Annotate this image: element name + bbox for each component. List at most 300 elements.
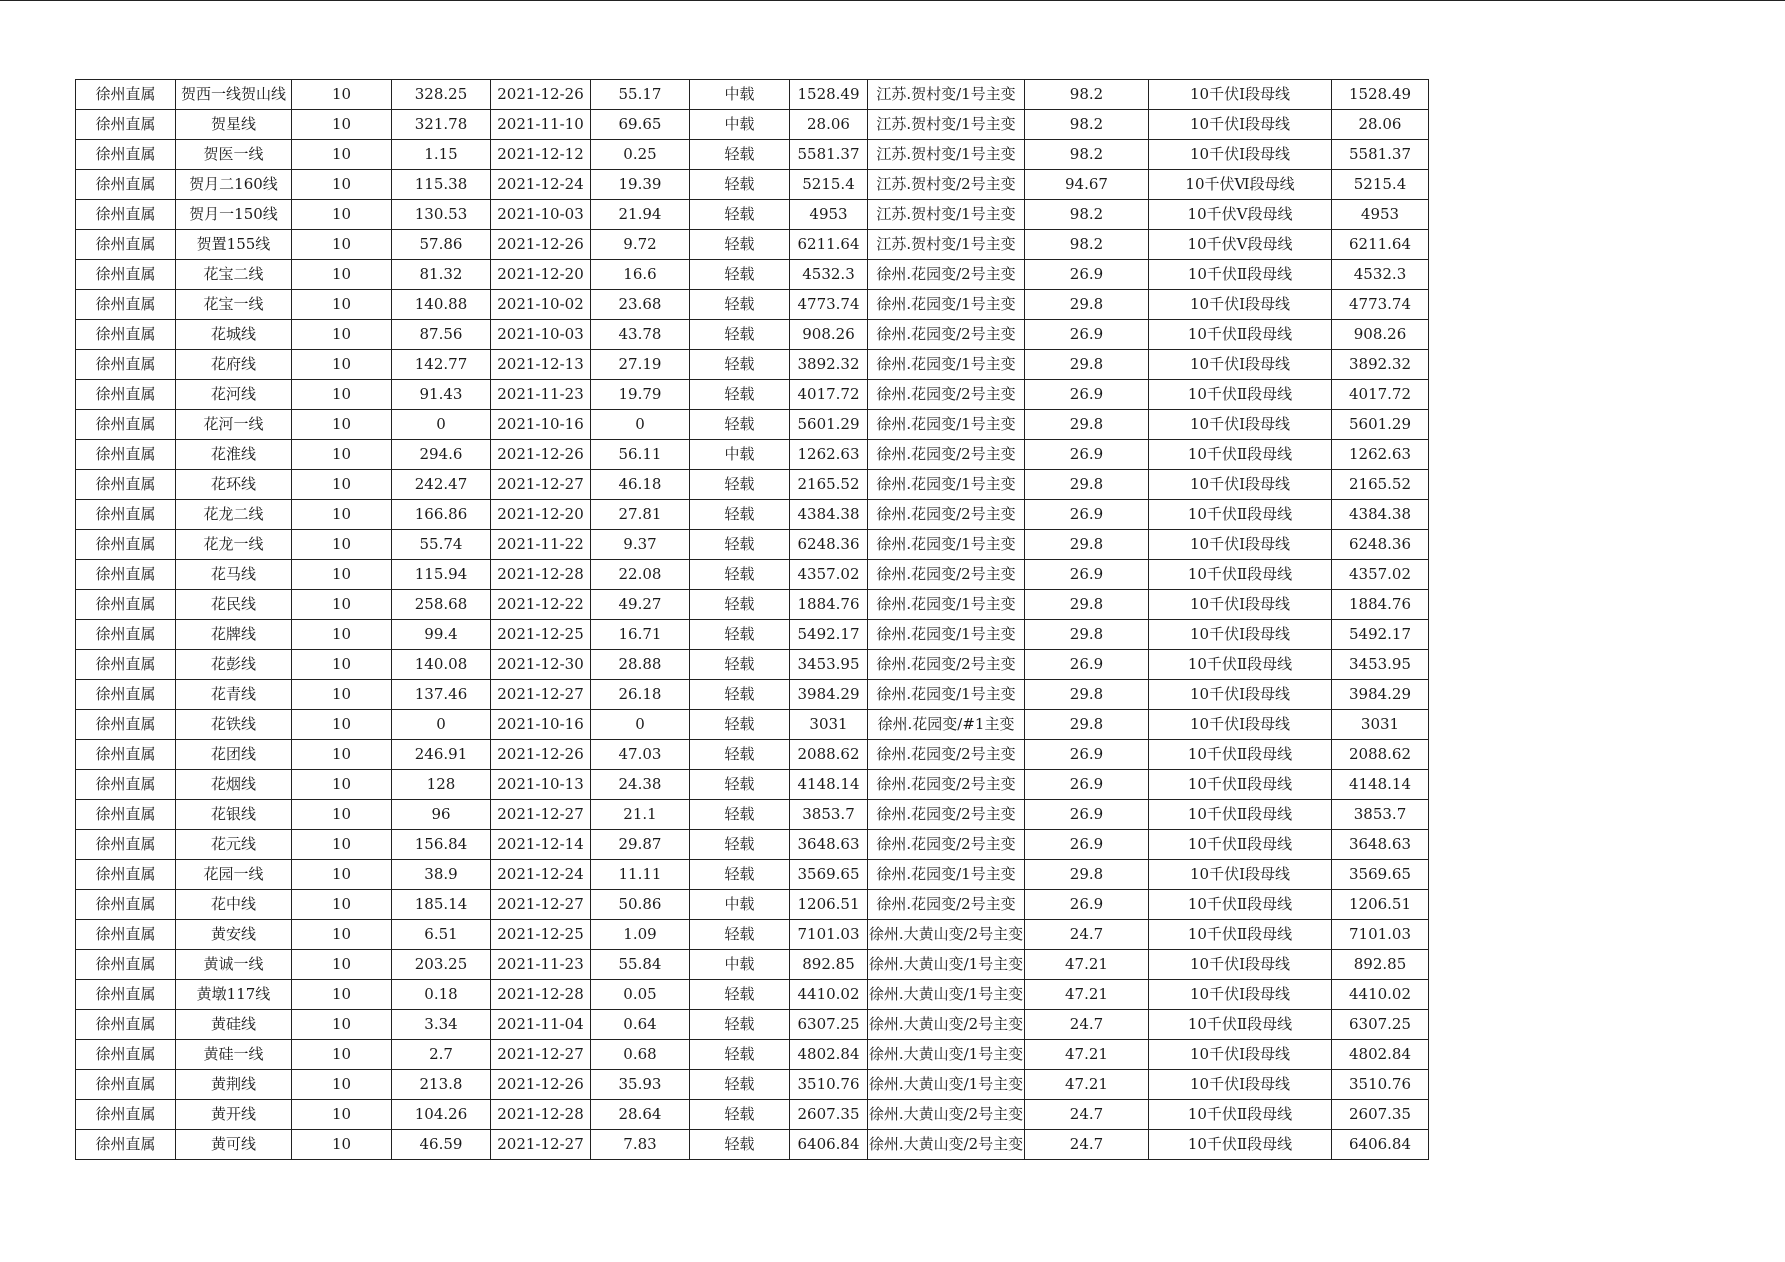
cell-transformer-load: 29.8 — [1025, 410, 1149, 440]
cell-spare-capacity-2: 1206.51 — [1332, 890, 1429, 920]
cell-unit: 徐州直属 — [76, 890, 176, 920]
cell-load-rate: 0.68 — [591, 1040, 690, 1070]
cell-bus-section: 10千伏Ⅱ段母线 — [1149, 770, 1332, 800]
cell-voltage: 10 — [292, 80, 392, 110]
cell-unit: 徐州直属 — [76, 710, 176, 740]
cell-load-rate: 22.08 — [591, 560, 690, 590]
cell-voltage: 10 — [292, 140, 392, 170]
cell-line-name: 花府线 — [176, 350, 292, 380]
table-row — [76, 500, 1429, 530]
cell-spare-capacity: 6307.25 — [790, 1010, 868, 1040]
cell-line-name: 花铁线 — [176, 710, 292, 740]
cell-bus-section: 10千伏Ⅱ段母线 — [1149, 1010, 1332, 1040]
cell-substation-transformer: 徐州.花园变/2号主变 — [868, 800, 1025, 830]
cell-current: 140.88 — [392, 290, 491, 320]
cell-spare-capacity: 908.26 — [790, 320, 868, 350]
cell-spare-capacity: 7101.03 — [790, 920, 868, 950]
cell-bus-section: 10千伏Ⅰ段母线 — [1149, 680, 1332, 710]
cell-unit: 徐州直属 — [76, 80, 176, 110]
cell-spare-capacity-2: 2088.62 — [1332, 740, 1429, 770]
cell-date: 2021-12-26 — [491, 1070, 591, 1100]
cell-unit: 徐州直属 — [76, 440, 176, 470]
cell-load-status: 中载 — [690, 890, 790, 920]
cell-voltage: 10 — [292, 200, 392, 230]
cell-line-name: 花团线 — [176, 740, 292, 770]
cell-load-status: 轻载 — [690, 410, 790, 440]
cell-date: 2021-12-27 — [491, 1130, 591, 1160]
cell-unit: 徐州直属 — [76, 110, 176, 140]
cell-load-rate: 24.38 — [591, 770, 690, 800]
cell-unit: 徐州直属 — [76, 1100, 176, 1130]
cell-unit: 徐州直属 — [76, 470, 176, 500]
cell-unit: 徐州直属 — [76, 350, 176, 380]
cell-line-name: 贺医一线 — [176, 140, 292, 170]
cell-voltage: 10 — [292, 620, 392, 650]
cell-voltage: 10 — [292, 650, 392, 680]
cell-unit: 徐州直属 — [76, 920, 176, 950]
cell-bus-section: 10千伏Ⅱ段母线 — [1149, 320, 1332, 350]
cell-date: 2021-12-24 — [491, 860, 591, 890]
cell-transformer-load: 98.2 — [1025, 80, 1149, 110]
cell-substation-transformer: 江苏.贺村变/1号主变 — [868, 110, 1025, 140]
cell-substation-transformer: 江苏.贺村变/1号主变 — [868, 230, 1025, 260]
cell-bus-section: 10千伏Ⅰ段母线 — [1149, 350, 1332, 380]
cell-date: 2021-12-22 — [491, 590, 591, 620]
cell-spare-capacity: 3453.95 — [790, 650, 868, 680]
cell-date: 2021-11-22 — [491, 530, 591, 560]
cell-date: 2021-11-04 — [491, 1010, 591, 1040]
cell-date: 2021-12-27 — [491, 800, 591, 830]
cell-spare-capacity: 2607.35 — [790, 1100, 868, 1130]
cell-substation-transformer: 徐州.大黄山变/1号主变 — [868, 1070, 1025, 1100]
cell-current: 115.94 — [392, 560, 491, 590]
cell-bus-section: 10千伏Ⅰ段母线 — [1149, 980, 1332, 1010]
cell-current: 2.7 — [392, 1040, 491, 1070]
cell-substation-transformer: 徐州.花园变/2号主变 — [868, 260, 1025, 290]
cell-spare-capacity-2: 3853.7 — [1332, 800, 1429, 830]
cell-transformer-load: 26.9 — [1025, 770, 1149, 800]
cell-load-status: 轻载 — [690, 740, 790, 770]
cell-bus-section: 10千伏Ⅰ段母线 — [1149, 860, 1332, 890]
cell-unit: 徐州直属 — [76, 230, 176, 260]
table-row — [76, 200, 1429, 230]
cell-bus-section: 10千伏Ⅰ段母线 — [1149, 710, 1332, 740]
cell-load-rate: 28.64 — [591, 1100, 690, 1130]
table-row — [76, 800, 1429, 830]
cell-spare-capacity-2: 4148.14 — [1332, 770, 1429, 800]
cell-current: 104.26 — [392, 1100, 491, 1130]
cell-load-status: 轻载 — [690, 470, 790, 500]
cell-substation-transformer: 徐州.花园变/2号主变 — [868, 560, 1025, 590]
cell-voltage: 10 — [292, 320, 392, 350]
table-row — [76, 710, 1429, 740]
cell-unit: 徐州直属 — [76, 140, 176, 170]
cell-current: 166.86 — [392, 500, 491, 530]
cell-date: 2021-10-16 — [491, 710, 591, 740]
cell-current: 99.4 — [392, 620, 491, 650]
table-row — [76, 980, 1429, 1010]
cell-transformer-load: 24.7 — [1025, 1010, 1149, 1040]
cell-line-name: 黄可线 — [176, 1130, 292, 1160]
cell-voltage: 10 — [292, 590, 392, 620]
cell-load-status: 轻载 — [690, 380, 790, 410]
table-row — [76, 410, 1429, 440]
cell-unit: 徐州直属 — [76, 1040, 176, 1070]
cell-spare-capacity: 6248.36 — [790, 530, 868, 560]
cell-spare-capacity-2: 3892.32 — [1332, 350, 1429, 380]
cell-substation-transformer: 徐州.花园变/1号主变 — [868, 290, 1025, 320]
cell-line-name: 贺星线 — [176, 110, 292, 140]
cell-date: 2021-12-14 — [491, 830, 591, 860]
cell-spare-capacity: 4953 — [790, 200, 868, 230]
cell-load-rate: 19.39 — [591, 170, 690, 200]
cell-date: 2021-12-27 — [491, 470, 591, 500]
cell-spare-capacity: 5215.4 — [790, 170, 868, 200]
cell-spare-capacity-2: 3648.63 — [1332, 830, 1429, 860]
cell-line-name: 黄开线 — [176, 1100, 292, 1130]
cell-bus-section: 10千伏Ⅰ段母线 — [1149, 410, 1332, 440]
table-row — [76, 770, 1429, 800]
cell-voltage: 10 — [292, 410, 392, 440]
cell-bus-section: 10千伏Ⅱ段母线 — [1149, 920, 1332, 950]
cell-unit: 徐州直属 — [76, 290, 176, 320]
cell-spare-capacity-2: 4384.38 — [1332, 500, 1429, 530]
cell-current: 96 — [392, 800, 491, 830]
cell-unit: 徐州直属 — [76, 860, 176, 890]
cell-load-status: 轻载 — [690, 1010, 790, 1040]
cell-voltage: 10 — [292, 800, 392, 830]
cell-spare-capacity-2: 7101.03 — [1332, 920, 1429, 950]
cell-spare-capacity: 2165.52 — [790, 470, 868, 500]
cell-current: 203.25 — [392, 950, 491, 980]
cell-load-status: 轻载 — [690, 710, 790, 740]
cell-transformer-load: 26.9 — [1025, 830, 1149, 860]
cell-voltage: 10 — [292, 770, 392, 800]
cell-date: 2021-11-23 — [491, 950, 591, 980]
cell-load-status: 轻载 — [690, 1040, 790, 1070]
cell-spare-capacity-2: 1884.76 — [1332, 590, 1429, 620]
cell-substation-transformer: 徐州.花园变/1号主变 — [868, 410, 1025, 440]
cell-line-name: 花淮线 — [176, 440, 292, 470]
cell-current: 115.38 — [392, 170, 491, 200]
cell-current: 213.8 — [392, 1070, 491, 1100]
cell-current: 6.51 — [392, 920, 491, 950]
cell-line-name: 花龙二线 — [176, 500, 292, 530]
cell-bus-section: 10千伏Ⅱ段母线 — [1149, 260, 1332, 290]
cell-current: 156.84 — [392, 830, 491, 860]
feeder-load-table — [75, 79, 1429, 1160]
cell-substation-transformer: 江苏.贺村变/1号主变 — [868, 200, 1025, 230]
cell-load-status: 轻载 — [690, 800, 790, 830]
cell-spare-capacity: 3853.7 — [790, 800, 868, 830]
cell-transformer-load: 98.2 — [1025, 230, 1149, 260]
cell-load-status: 轻载 — [690, 500, 790, 530]
cell-bus-section: 10千伏Ⅰ段母线 — [1149, 530, 1332, 560]
table-row — [76, 80, 1429, 110]
cell-spare-capacity: 6406.84 — [790, 1130, 868, 1160]
cell-spare-capacity: 28.06 — [790, 110, 868, 140]
cell-spare-capacity: 3510.76 — [790, 1070, 868, 1100]
cell-spare-capacity-2: 1528.49 — [1332, 80, 1429, 110]
cell-load-status: 轻载 — [690, 650, 790, 680]
cell-unit: 徐州直属 — [76, 830, 176, 860]
cell-transformer-load: 29.8 — [1025, 290, 1149, 320]
cell-spare-capacity-2: 3569.65 — [1332, 860, 1429, 890]
cell-spare-capacity-2: 2165.52 — [1332, 470, 1429, 500]
cell-transformer-load: 24.7 — [1025, 1100, 1149, 1130]
cell-transformer-load: 29.8 — [1025, 620, 1149, 650]
cell-current: 294.6 — [392, 440, 491, 470]
cell-unit: 徐州直属 — [76, 1070, 176, 1100]
cell-load-rate: 0 — [591, 410, 690, 440]
table-row — [76, 1070, 1429, 1100]
cell-current: 38.9 — [392, 860, 491, 890]
cell-date: 2021-12-27 — [491, 680, 591, 710]
cell-load-rate: 46.18 — [591, 470, 690, 500]
cell-unit: 徐州直属 — [76, 950, 176, 980]
cell-substation-transformer: 徐州.大黄山变/2号主变 — [868, 920, 1025, 950]
cell-spare-capacity-2: 4953 — [1332, 200, 1429, 230]
cell-line-name: 花元线 — [176, 830, 292, 860]
cell-unit: 徐州直属 — [76, 650, 176, 680]
cell-date: 2021-12-25 — [491, 620, 591, 650]
cell-date: 2021-12-30 — [491, 650, 591, 680]
cell-date: 2021-10-03 — [491, 320, 591, 350]
cell-spare-capacity-2: 5601.29 — [1332, 410, 1429, 440]
cell-date: 2021-10-16 — [491, 410, 591, 440]
cell-bus-section: 10千伏Ⅴ段母线 — [1149, 230, 1332, 260]
cell-voltage: 10 — [292, 260, 392, 290]
cell-unit: 徐州直属 — [76, 260, 176, 290]
cell-transformer-load: 26.9 — [1025, 260, 1149, 290]
cell-substation-transformer: 徐州.花园变/1号主变 — [868, 860, 1025, 890]
cell-load-rate: 56.11 — [591, 440, 690, 470]
cell-date: 2021-12-27 — [491, 890, 591, 920]
table-row — [76, 230, 1429, 260]
cell-substation-transformer: 徐州.花园变/2号主变 — [868, 740, 1025, 770]
cell-transformer-load: 26.9 — [1025, 500, 1149, 530]
cell-bus-section: 10千伏Ⅱ段母线 — [1149, 380, 1332, 410]
table-row — [76, 140, 1429, 170]
cell-unit: 徐州直属 — [76, 980, 176, 1010]
cell-unit: 徐州直属 — [76, 1130, 176, 1160]
cell-current: 3.34 — [392, 1010, 491, 1040]
cell-load-rate: 27.19 — [591, 350, 690, 380]
cell-load-status: 轻载 — [690, 290, 790, 320]
cell-line-name: 花彭线 — [176, 650, 292, 680]
cell-unit: 徐州直属 — [76, 800, 176, 830]
cell-line-name: 贺置155线 — [176, 230, 292, 260]
cell-current: 130.53 — [392, 200, 491, 230]
cell-spare-capacity-2: 3031 — [1332, 710, 1429, 740]
table-row — [76, 1130, 1429, 1160]
cell-load-status: 轻载 — [690, 320, 790, 350]
cell-transformer-load: 26.9 — [1025, 740, 1149, 770]
cell-transformer-load: 29.8 — [1025, 590, 1149, 620]
cell-line-name: 花青线 — [176, 680, 292, 710]
cell-voltage: 10 — [292, 290, 392, 320]
cell-load-rate: 19.79 — [591, 380, 690, 410]
cell-current: 258.68 — [392, 590, 491, 620]
cell-date: 2021-12-12 — [491, 140, 591, 170]
cell-date: 2021-12-28 — [491, 560, 591, 590]
cell-date: 2021-10-03 — [491, 200, 591, 230]
cell-unit: 徐州直属 — [76, 530, 176, 560]
cell-date: 2021-12-28 — [491, 980, 591, 1010]
table-row — [76, 680, 1429, 710]
cell-load-rate: 21.1 — [591, 800, 690, 830]
cell-load-status: 轻载 — [690, 560, 790, 590]
cell-transformer-load: 98.2 — [1025, 140, 1149, 170]
cell-load-status: 中载 — [690, 80, 790, 110]
cell-current: 46.59 — [392, 1130, 491, 1160]
cell-load-rate: 23.68 — [591, 290, 690, 320]
cell-current: 0 — [392, 710, 491, 740]
cell-substation-transformer: 徐州.花园变/1号主变 — [868, 590, 1025, 620]
cell-transformer-load: 24.7 — [1025, 920, 1149, 950]
cell-voltage: 10 — [292, 440, 392, 470]
cell-load-status: 轻载 — [690, 1100, 790, 1130]
cell-spare-capacity: 3031 — [790, 710, 868, 740]
cell-transformer-load: 29.8 — [1025, 680, 1149, 710]
cell-spare-capacity: 1206.51 — [790, 890, 868, 920]
table-row — [76, 920, 1429, 950]
table-row — [76, 1010, 1429, 1040]
cell-spare-capacity: 4773.74 — [790, 290, 868, 320]
table-row — [76, 860, 1429, 890]
cell-spare-capacity-2: 4357.02 — [1332, 560, 1429, 590]
cell-load-status: 轻载 — [690, 140, 790, 170]
cell-load-rate: 16.6 — [591, 260, 690, 290]
cell-load-rate: 55.17 — [591, 80, 690, 110]
cell-substation-transformer: 徐州.花园变/1号主变 — [868, 680, 1025, 710]
cell-line-name: 花牌线 — [176, 620, 292, 650]
cell-current: 87.56 — [392, 320, 491, 350]
cell-load-rate: 47.03 — [591, 740, 690, 770]
cell-line-name: 黄荆线 — [176, 1070, 292, 1100]
cell-load-rate: 26.18 — [591, 680, 690, 710]
cell-spare-capacity-2: 28.06 — [1332, 110, 1429, 140]
cell-load-status: 轻载 — [690, 200, 790, 230]
cell-transformer-load: 29.8 — [1025, 530, 1149, 560]
cell-unit: 徐州直属 — [76, 200, 176, 230]
cell-load-status: 轻载 — [690, 830, 790, 860]
cell-line-name: 贺月二160线 — [176, 170, 292, 200]
cell-bus-section: 10千伏Ⅴ段母线 — [1149, 200, 1332, 230]
cell-unit: 徐州直属 — [76, 680, 176, 710]
cell-bus-section: 10千伏Ⅰ段母线 — [1149, 1040, 1332, 1070]
cell-date: 2021-12-27 — [491, 1040, 591, 1070]
cell-current: 242.47 — [392, 470, 491, 500]
cell-date: 2021-11-10 — [491, 110, 591, 140]
cell-load-rate: 49.27 — [591, 590, 690, 620]
table-row — [76, 530, 1429, 560]
table-row — [76, 1100, 1429, 1130]
cell-transformer-load: 98.2 — [1025, 200, 1149, 230]
table-row — [76, 170, 1429, 200]
cell-line-name: 花烟线 — [176, 770, 292, 800]
cell-load-rate: 55.84 — [591, 950, 690, 980]
cell-transformer-load: 29.8 — [1025, 470, 1149, 500]
cell-bus-section: 10千伏Ⅱ段母线 — [1149, 800, 1332, 830]
cell-current: 55.74 — [392, 530, 491, 560]
cell-load-rate: 21.94 — [591, 200, 690, 230]
cell-bus-section: 10千伏Ⅰ段母线 — [1149, 950, 1332, 980]
cell-date: 2021-12-24 — [491, 170, 591, 200]
cell-load-rate: 16.71 — [591, 620, 690, 650]
cell-substation-transformer: 徐州.大黄山变/1号主变 — [868, 950, 1025, 980]
table-row — [76, 290, 1429, 320]
cell-line-name: 花环线 — [176, 470, 292, 500]
cell-voltage: 10 — [292, 680, 392, 710]
cell-spare-capacity: 5581.37 — [790, 140, 868, 170]
cell-spare-capacity-2: 3453.95 — [1332, 650, 1429, 680]
cell-substation-transformer: 徐州.大黄山变/2号主变 — [868, 1100, 1025, 1130]
cell-spare-capacity-2: 6211.64 — [1332, 230, 1429, 260]
cell-spare-capacity: 4802.84 — [790, 1040, 868, 1070]
cell-load-status: 轻载 — [690, 1070, 790, 1100]
cell-current: 128 — [392, 770, 491, 800]
table-row — [76, 380, 1429, 410]
cell-load-status: 中载 — [690, 110, 790, 140]
cell-spare-capacity-2: 3984.29 — [1332, 680, 1429, 710]
cell-spare-capacity: 3569.65 — [790, 860, 868, 890]
table-row — [76, 1040, 1429, 1070]
cell-current: 137.46 — [392, 680, 491, 710]
cell-spare-capacity-2: 5492.17 — [1332, 620, 1429, 650]
cell-load-rate: 43.78 — [591, 320, 690, 350]
cell-spare-capacity: 2088.62 — [790, 740, 868, 770]
cell-spare-capacity-2: 6307.25 — [1332, 1010, 1429, 1040]
cell-load-status: 中载 — [690, 440, 790, 470]
cell-date: 2021-12-28 — [491, 1100, 591, 1130]
cell-line-name: 花城线 — [176, 320, 292, 350]
cell-bus-section: 10千伏Ⅱ段母线 — [1149, 740, 1332, 770]
cell-bus-section: 10千伏Ⅱ段母线 — [1149, 1100, 1332, 1130]
cell-load-status: 轻载 — [690, 770, 790, 800]
cell-unit: 徐州直属 — [76, 590, 176, 620]
cell-transformer-load: 26.9 — [1025, 440, 1149, 470]
cell-unit: 徐州直属 — [76, 320, 176, 350]
cell-spare-capacity-2: 4410.02 — [1332, 980, 1429, 1010]
cell-bus-section: 10千伏Ⅱ段母线 — [1149, 440, 1332, 470]
table-row — [76, 110, 1429, 140]
cell-spare-capacity-2: 6248.36 — [1332, 530, 1429, 560]
cell-date: 2021-12-25 — [491, 920, 591, 950]
cell-voltage: 10 — [292, 1010, 392, 1040]
cell-transformer-load: 26.9 — [1025, 890, 1149, 920]
table-row — [76, 320, 1429, 350]
cell-line-name: 花河一线 — [176, 410, 292, 440]
cell-substation-transformer: 江苏.贺村变/1号主变 — [868, 80, 1025, 110]
cell-spare-capacity-2: 4532.3 — [1332, 260, 1429, 290]
cell-substation-transformer: 徐州.花园变/2号主变 — [868, 650, 1025, 680]
cell-line-name: 贺西一线贺山线 — [176, 80, 292, 110]
cell-spare-capacity: 1528.49 — [790, 80, 868, 110]
cell-spare-capacity: 4410.02 — [790, 980, 868, 1010]
table-row — [76, 890, 1429, 920]
cell-transformer-load: 47.21 — [1025, 1040, 1149, 1070]
cell-unit: 徐州直属 — [76, 1010, 176, 1040]
cell-spare-capacity: 3892.32 — [790, 350, 868, 380]
cell-line-name: 花宝二线 — [176, 260, 292, 290]
cell-date: 2021-12-26 — [491, 230, 591, 260]
cell-voltage: 10 — [292, 530, 392, 560]
cell-transformer-load: 26.9 — [1025, 560, 1149, 590]
cell-voltage: 10 — [292, 1040, 392, 1070]
cell-date: 2021-12-26 — [491, 440, 591, 470]
cell-current: 57.86 — [392, 230, 491, 260]
